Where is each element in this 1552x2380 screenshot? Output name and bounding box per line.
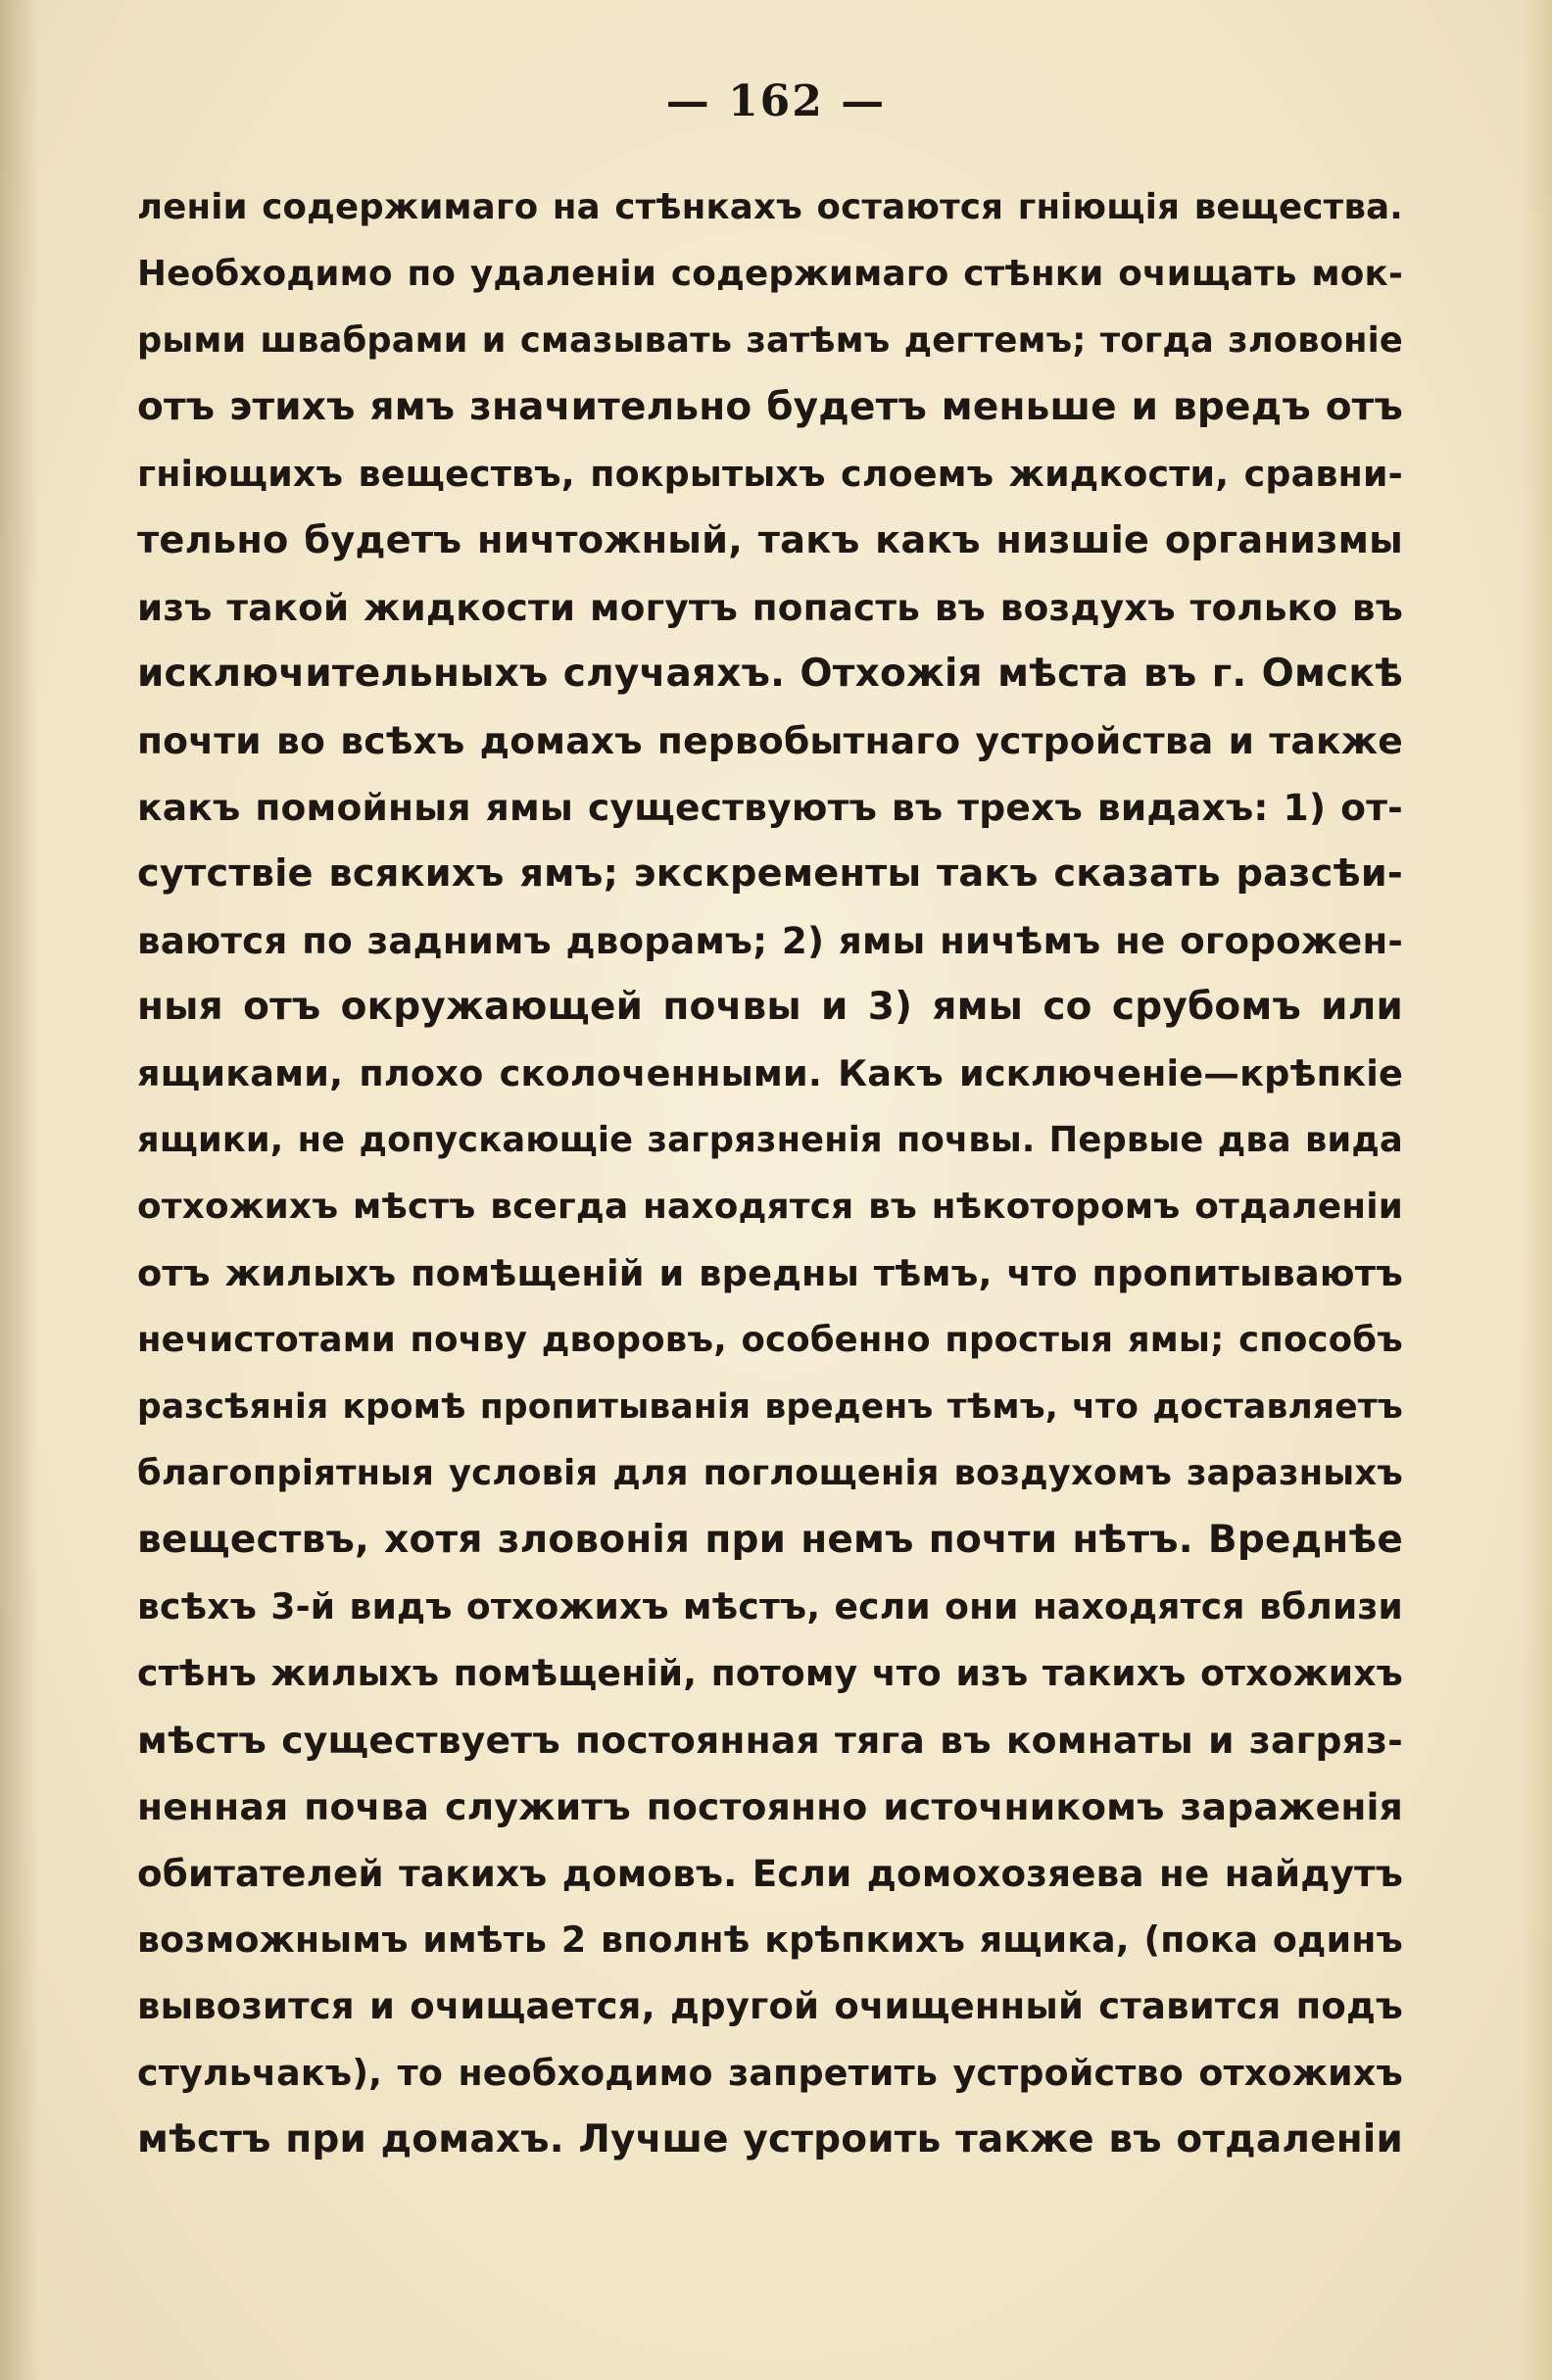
text-line: почти во всѣхъ домахъ первобытнаго устройства и также: [137, 719, 1403, 762]
text-line: Необходимо по удаленіи содержимаго стѣнки очищать мок-: [137, 254, 1403, 294]
body-text: [137, 174, 1403, 2173]
page-number: — 162 —: [665, 76, 887, 126]
page-edge: [1523, 0, 1552, 2380]
text-line: мѣстъ при домахъ. Лучше устроить также въ отдаленіи: [137, 2117, 1403, 2161]
text-line: гніющихъ веществъ, покрытыхъ слоемъ жидкости, сравни-: [137, 453, 1403, 495]
text-line: обитателей такихъ домовъ. Если домохозяева не найдутъ: [137, 1852, 1403, 1895]
text-line: разсѣянія кромѣ пропитыванія вреденъ тѣмъ, что доставляетъ: [137, 1387, 1403, 1427]
text-line: возможнымъ имѣть 2 вполнѣ крѣпкихъ ящика, (пока одинъ: [137, 1919, 1403, 1961]
text-line: веществъ, хотя зловонія при немъ почти нѣтъ. Вреднѣе: [137, 1518, 1403, 1562]
text-line: мѣстъ существуетъ постоянная тяга въ комнаты и загряз-: [137, 1719, 1403, 1762]
text-line: изъ такой жидкости могутъ попасть въ воздухъ только въ: [137, 586, 1403, 629]
text-line: ныя отъ окружающей почвы и 3) ямы со срубомъ или: [137, 985, 1403, 1029]
text-line: рыми швабрами и смазывать затѣмъ дегтемъ; тогда зловоніе: [137, 320, 1403, 361]
text-line: отъ этихъ ямъ значительно будетъ меньше и вредъ отъ: [137, 385, 1403, 429]
text-line: нечистотами почву дворовъ, особенно простыя ямы; способъ: [137, 1320, 1403, 1360]
text-line: тельно будетъ ничтожный, такъ какъ низшіе организмы: [137, 518, 1403, 562]
text-line: ваются по заднимъ дворамъ; 2) ямы ничѣмъ не огорожен-: [137, 919, 1403, 962]
text-line: стѣнъ жилыхъ помѣщеній, потому что изъ такихъ отхожихъ: [137, 1653, 1403, 1694]
text-line: отъ жилыхъ помѣщеній и вредны тѣмъ, что пропитываютъ: [137, 1252, 1403, 1294]
text-line: леніи содержимаго на стѣнкахъ остаются гніющія вещества.: [137, 187, 1403, 227]
text-line: вывозится и очищается, другой очищенный ставится подъ: [137, 1985, 1403, 2027]
text-line: всѣхъ 3-й видъ отхожихъ мѣстъ, если они находятся вблизи: [137, 1586, 1403, 1627]
text-line: ненная почва служитъ постоянно источникомъ зараженія: [137, 1785, 1403, 1828]
text-line: благопріятныя условія для поглощенія воздухомъ заразныхъ: [137, 1453, 1403, 1493]
text-line: исключительныхъ случаяхъ. Отхожія мѣста въ г. Омскѣ: [137, 652, 1403, 696]
text-line: сутствіе всякихъ ямъ; экскременты такъ сказать разсѣи-: [137, 851, 1403, 896]
binding-shadow: [0, 0, 39, 2380]
text-line: ящиками, плохо сколоченными. Какъ исключеніе—крѣпкіе: [137, 1052, 1403, 1094]
text-line: ящики, не допускающіе загрязненія почвы. Первые два вида: [137, 1120, 1403, 1160]
text-line: стульчакъ), то необходимо запретить устройство отхожихъ: [137, 2052, 1403, 2094]
text-line: какъ помойныя ямы существуютъ въ трехъ видахъ: 1) от-: [137, 786, 1403, 829]
text-line: отхожихъ мѣстъ всегда находятся въ нѣкоторомъ отдаленіи: [137, 1187, 1403, 1227]
